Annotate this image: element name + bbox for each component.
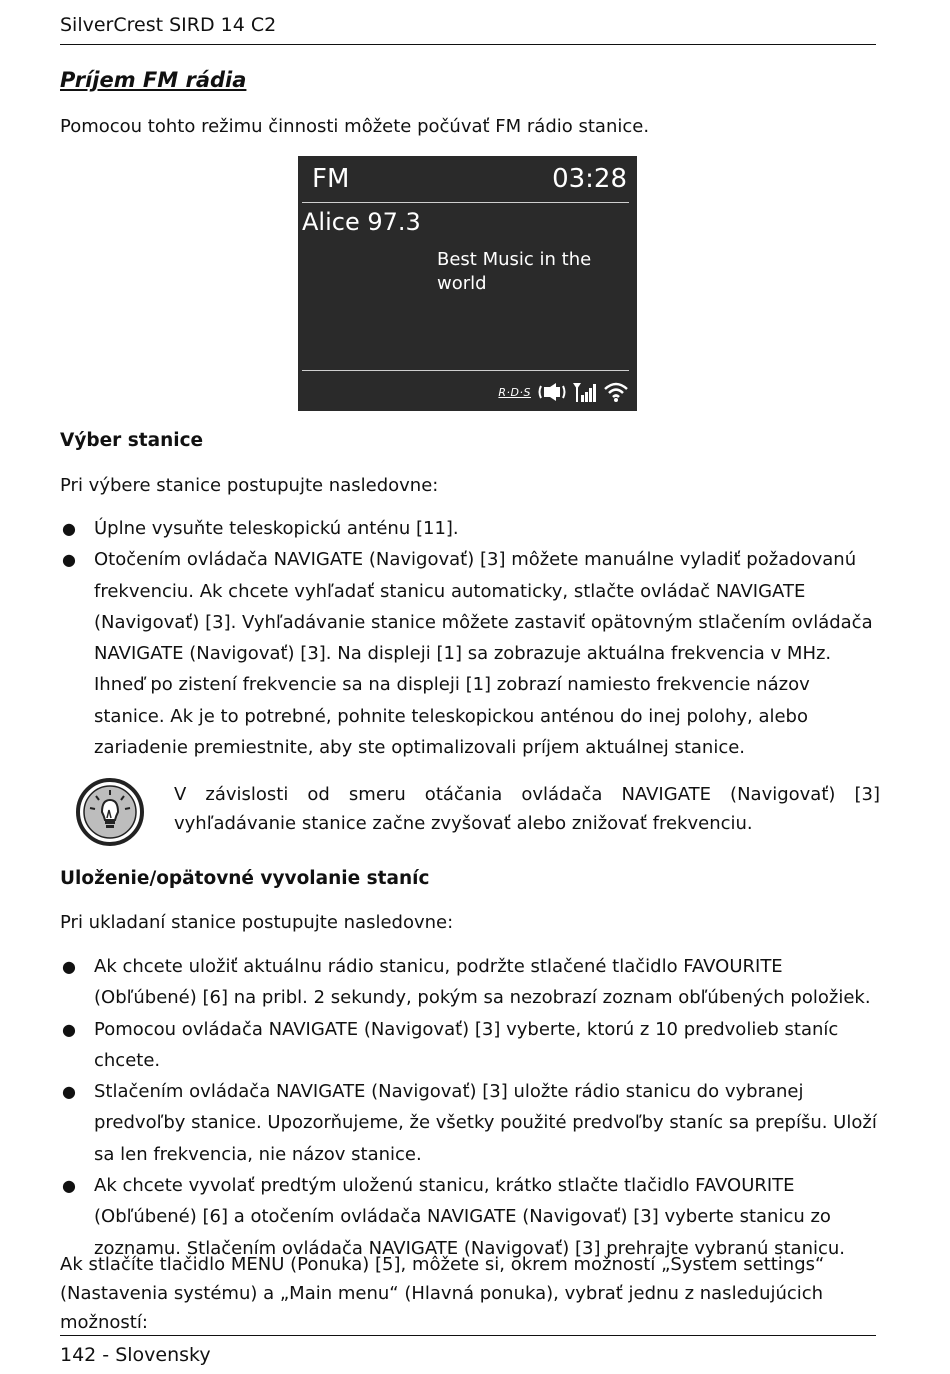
display-divider-top: [302, 202, 629, 203]
stereo-speaker-icon: [537, 382, 567, 402]
bullet-icon: ●: [62, 1019, 76, 1039]
bullet-icon: ●: [62, 1176, 76, 1196]
signal-strength-icon: [573, 381, 597, 403]
list-item: ● Pomocou ovládača NAVIGATE (Navigovať) [3] vyberte, ktorú z 10 predvolieb staníc chcete.: [60, 1014, 880, 1077]
station-selection-intro: Pri výbere stanice postupujte nasledovne:: [60, 475, 439, 496]
station-selection-list: [60, 513, 880, 763]
rds-icon: R·D·S: [498, 385, 531, 399]
display-status-bar: [498, 380, 629, 404]
list-item: ● Ak chcete uložiť aktuálnu rádio stanicu, podržte stlačené tlačidlo FAVOURITE (Obľúbené) [6] na pribl. 2 sekundy, pokým sa nezobrazí zoznam obľúbených položiek.: [60, 951, 880, 1014]
wifi-icon: [603, 381, 629, 403]
bullet-icon: ●: [62, 550, 76, 570]
list-item: ● Ak chcete vyvolať predtým uloženú stanicu, krátko stlačte tlačidlo FAVOURITE (Obľúbené) [6] a otočením ovládača NAVIGATE (Navigovať) [3] vyberte stanicu zo zoznamu. Stlačením ovládača NAVIGATE (Navigovať) [3] prehrajte vybranú stanicu.: [60, 1170, 880, 1264]
store-recall-list: [60, 951, 880, 1264]
footer-divider: [60, 1335, 876, 1336]
section-title: Príjem FM rádia: [60, 68, 247, 92]
tip-note: V závislosti od smeru otáčania ovládača NAVIGATE (Navigovať) [3] vyhľadávanie stanice začne zvyšovať alebo znižovať frekvenciu.: [174, 784, 880, 834]
bullet-icon: ●: [62, 957, 76, 976]
list-item: ● Otočením ovládača NAVIGATE (Navigovať) [3] môžete manuálne vyladiť požadovanú frekvenciu. Ak chcete vyhľadať stanicu automaticky, stlačte ovládač NAVIGATE (Navigovať) [3]. Vyhľadávanie stanice môžete zastaviť opätovným stlačením ovládača NAVIGATE (Navigovať) [3]. Na displeji [1] sa zobrazuje aktuálna frekvencia v MHz. Ihneď po zistení frekvencie sa na displeji [1] zobrazí namiesto frekvencie názov stanice. Ak je to potrebné, pohnite teleskopickou anténou do inej polohy, alebo zariadenie premiestnite, aby ste optimalizovali príjem aktuálnej stanice.: [60, 544, 880, 763]
display-rds-text: Best Music in the world: [437, 249, 592, 294]
page-footer: 142 - Slovensky: [60, 1344, 211, 1366]
display-mode: FM: [312, 164, 350, 194]
lightbulb-tip-icon: [76, 778, 144, 846]
store-recall-heading: Uloženie/opätovné vyvolanie staníc: [60, 868, 430, 889]
bullet-icon: ●: [62, 519, 76, 538]
store-recall-intro: Pri ukladaní stanice postupujte nasledovne:: [60, 912, 454, 933]
bullet-icon: ●: [62, 1082, 76, 1102]
intro-paragraph: Pomocou tohto režimu činnosti môžete počúvať FM rádio stanice.: [60, 116, 650, 137]
radio-display-screenshot: [298, 156, 637, 411]
closing-paragraph: Ak stlačíte tlačidlo MENU (Ponuka) [5], môžete si, okrem možností „System settings“ (Nastavenia systému) a „Main menu“ (Hlavná ponuka), vybrať jednu z nasledujúcich možností:: [60, 1254, 825, 1333]
page-header: SilverCrest SIRD 14 C2: [60, 14, 277, 36]
display-clock: 03:28: [552, 164, 627, 194]
header-divider: [60, 44, 876, 45]
station-selection-heading: Výber stanice: [60, 430, 204, 451]
list-item: ● Stlačením ovládača NAVIGATE (Navigovať) [3] uložte rádio stanicu do vybranej predvoľby stanice. Upozorňujeme, že všetky použité predvoľby staníc sa prepíšu. Uloží sa len frekvencia, nie názov stanice.: [60, 1076, 880, 1170]
list-item: ● Úplne vysuňte teleskopickú anténu [11].: [60, 513, 880, 544]
display-divider-bottom: [302, 370, 629, 371]
display-station-name: Alice 97.3: [302, 208, 421, 236]
